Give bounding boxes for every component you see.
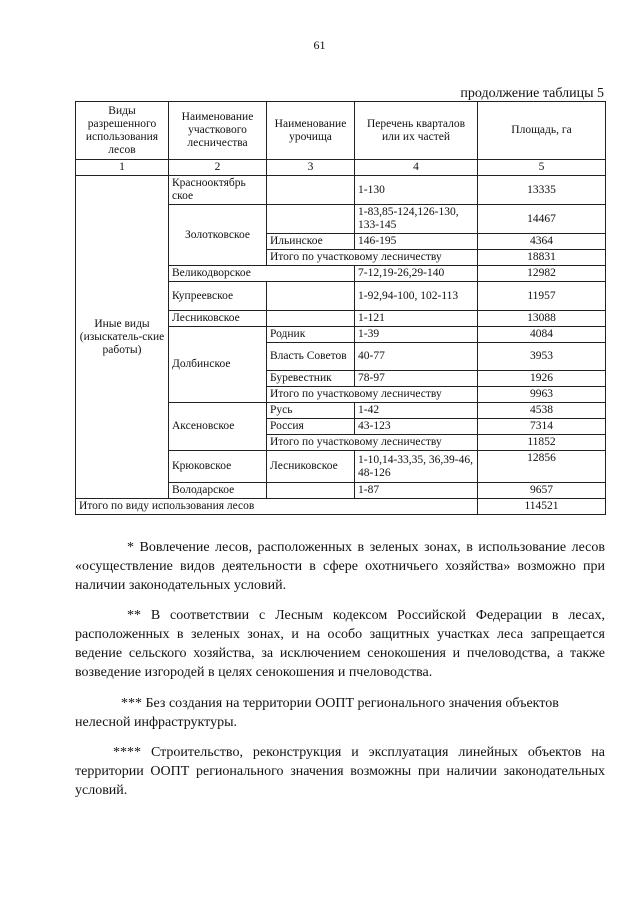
quarters-cell: 1-121 xyxy=(355,311,478,327)
area-cell: 4364 xyxy=(478,234,606,250)
area-cell: 4538 xyxy=(478,403,606,419)
area-cell: 13088 xyxy=(478,311,606,327)
forestry-cell: Золотковское xyxy=(169,205,267,266)
area-cell: 4084 xyxy=(478,327,606,343)
header-number: 4 xyxy=(355,160,478,176)
tract-cell xyxy=(267,282,355,311)
header-forestry: Наименование участкового лесничества xyxy=(169,102,267,160)
tract-cell: Родник xyxy=(267,327,355,343)
subtotal-area: 9963 xyxy=(478,387,606,403)
area-cell: 7314 xyxy=(478,419,606,435)
footnote-3: *** Без создания на территории ООПТ регионального значения объектов нелесной инфраструктуры. xyxy=(75,696,559,730)
page-number: 61 xyxy=(313,38,326,52)
quarters-cell: 1-42 xyxy=(355,403,478,419)
use-type-cell: Иные виды (изыскатель-ские работы) xyxy=(76,176,169,499)
footnote-1: * Вовлечение лесов, расположенных в зеленых зонах, в использование лесов «осуществление видов деятельности в сфере охотничьего хозяйства» возможно при наличии законодательных условий. xyxy=(75,540,605,593)
forestry-cell: Крюковское xyxy=(169,451,267,483)
forestry-cell: Долбинское xyxy=(169,327,267,403)
forestry-cell: Лесниковское xyxy=(169,311,267,327)
grand-total-row xyxy=(76,499,606,515)
quarters-cell: 43-123 xyxy=(355,419,478,435)
tract-cell: Лесниковское xyxy=(267,451,355,483)
grand-total-label: Итого по виду использования лесов xyxy=(76,499,478,515)
footnote-4: **** Строительство, реконструкция и эксплуатация линейных объектов на территории ООПТ регионального значения возможны при наличии законодательных условий. xyxy=(75,745,605,798)
tract-cell xyxy=(267,176,355,205)
quarters-cell: 40-77 xyxy=(355,343,478,371)
quarters-cell: 78-97 xyxy=(355,371,478,387)
quarters-cell: 1-92,94-100, 102-113 xyxy=(355,282,478,311)
header-number: 1 xyxy=(76,160,169,176)
grand-total-value: 114521 xyxy=(478,499,606,515)
tract-cell: Ильинское xyxy=(267,234,355,250)
subtotal-label: Итого по участковому лесничеству xyxy=(267,250,478,266)
area-cell: 12856 xyxy=(478,451,606,483)
forestry-cell: Краснооктябрь ское xyxy=(169,176,267,205)
subtotal-area: 11852 xyxy=(478,435,606,451)
subtotal-area: 18831 xyxy=(478,250,606,266)
forestry-cell: Володарское xyxy=(169,483,267,499)
table-row xyxy=(76,176,606,205)
quarters-cell: 7-12,19-26,29-140 xyxy=(355,266,478,282)
area-cell: 14467 xyxy=(478,205,606,234)
tract-cell: Россия xyxy=(267,419,355,435)
area-cell: 9657 xyxy=(478,483,606,499)
quarters-cell: 146-195 xyxy=(355,234,478,250)
tract-cell xyxy=(267,205,355,234)
quarters-cell: 1-83,85-124,126-130, 133-145 xyxy=(355,205,478,234)
header-quarters: Перечень кварталов или их частей xyxy=(355,102,478,160)
quarters-cell: 1-87 xyxy=(355,483,478,499)
quarters-cell: 1-10,14-33,35, 36,39-46, 48-126 xyxy=(355,451,478,483)
tract-cell: Власть Советов xyxy=(267,343,355,371)
quarters-cell: 1-39 xyxy=(355,327,478,343)
area-cell: 1926 xyxy=(478,371,606,387)
header-number-row xyxy=(76,160,606,176)
table-continuation-label: продолжение таблицы 5 xyxy=(460,86,604,101)
footnote-2: ** В соответствии с Лесным кодексом Российской Федерации в лесах, расположенных в зеленых зонах, и на особо защитных участках леса запрещается ведение сельского хозяйства, за исключением сенокошения и пчеловодства, а также возведение изгородей в целях сенокошения и пчеловодства. xyxy=(75,608,605,680)
header-number: 5 xyxy=(478,160,606,176)
header-area: Площадь, га xyxy=(478,102,606,160)
table-header-row xyxy=(76,102,606,160)
header-tract: Наименование урочища xyxy=(267,102,355,160)
tract-cell xyxy=(267,483,355,499)
area-cell: 13335 xyxy=(478,176,606,205)
header-use-type: Виды разрешенного использования лесов xyxy=(76,102,169,160)
forestry-cell: Аксеновское xyxy=(169,403,267,451)
forest-use-table xyxy=(75,101,606,515)
subtotal-label: Итого по участковому лесничеству xyxy=(267,387,478,403)
tract-cell xyxy=(267,311,355,327)
area-cell: 11957 xyxy=(478,282,606,311)
forestry-cell: Великодворское xyxy=(169,266,355,282)
tract-cell: Буревестник xyxy=(267,371,355,387)
subtotal-label: Итого по участковому лесничеству xyxy=(267,435,478,451)
header-number: 2 xyxy=(169,160,267,176)
header-number: 3 xyxy=(267,160,355,176)
forestry-cell: Купреевское xyxy=(169,282,267,311)
area-cell: 3953 xyxy=(478,343,606,371)
area-cell: 12982 xyxy=(478,266,606,282)
tract-cell: Русь xyxy=(267,403,355,419)
quarters-cell: 1-130 xyxy=(355,176,478,205)
